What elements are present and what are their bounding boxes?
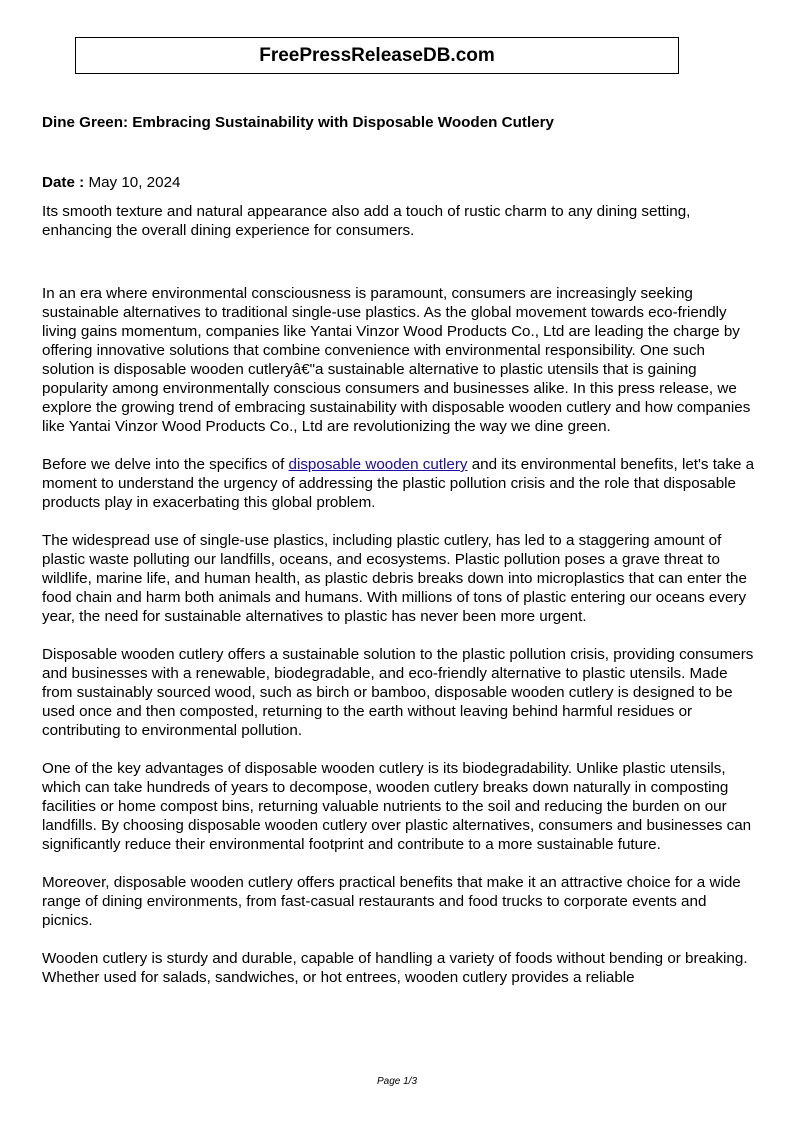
paragraph-2-text-after: and its environmental benefits, let's take a moment to understand the urgency of addressing the plastic pollution crisis and the role that disposable products play in exacerbating this global problem. — [42, 456, 755, 511]
paragraph-5: One of the key advantages of disposable wooden cutlery is its biodegradability. Unlike plastic utensils, which can take hundreds of years to decompose, wooden cutlery breaks down naturally in composting facilities or home compost bins, returning valuable nutrients to the soil and reducing the burden on our landfills. By choosing disposable wooden cutlery over plastic alternatives, consumers and businesses can significantly reduce their environmental footprint and contribute to a more sustainable future. — [42, 760, 752, 853]
date-line — [42, 173, 758, 192]
paragraph-4: Disposable wooden cutlery offers a sustainable solution to the plastic pollution crisis, providing consumers and businesses with a renewable, biodegradable, and eco-friendly alternative to plastic utensils. Made from sustainably sourced wood, such as birch or bamboo, disposable wooden cutlery is designed to be used once and then composted, returning to the earth without leaving behind harmful residues or contributing to environmental pollution. — [42, 646, 754, 739]
article-body — [42, 113, 758, 1006]
paragraph-7: Wooden cutlery is sturdy and durable, capable of handling a variety of foods without bending or breaking. Whether used for salads, sandwiches, or hot entrees, wooden cutlery provides a reliable — [42, 950, 748, 986]
paragraph-3: The widespread use of single-use plastics, including plastic cutlery, has led to a staggering amount of plastic waste polluting our landfills, oceans, and ecosystems. Plastic pollution poses a grave threat to wildlife, marine life, and human health, as plastic debris breaks down into microplastics that can enter the food chain and harm both animals and humans. With millions of tons of plastic entering our oceans every year, the need for sustainable alternatives to plastic has never been more urgent. — [42, 532, 747, 625]
site-header — [75, 37, 679, 74]
paragraph-6: Moreover, disposable wooden cutlery offers practical benefits that make it an attractive choice for a wide range of dining environments, from fast-casual restaurants and food trucks to corporate events and picnics. — [42, 874, 741, 929]
paragraph-2 — [42, 455, 758, 512]
site-name: FreePressReleaseDB.com — [259, 44, 495, 66]
paragraph-2-text-before: Before we delve into the specifics of — [42, 456, 289, 473]
article-summary: Its smooth texture and natural appearance also add a touch of rustic charm to any dining setting, enhancing the overall dining experience for consumers. — [42, 203, 691, 239]
date-value: May 10, 2024 — [88, 174, 181, 191]
date-label: Date : — [42, 174, 85, 191]
disposable-wooden-cutlery-link[interactable]: disposable wooden cutlery — [288, 456, 468, 473]
page-number: Page 1/3 — [376, 1076, 418, 1087]
article-title: Dine Green: Embracing Sustainability with Disposable Wooden Cutlery — [42, 114, 554, 131]
paragraph-1: In an era where environmental consciousness is paramount, consumers are increasingly seeking sustainable alternatives to traditional single-use plastics. As the global movement towards eco-friendly living gains momentum, companies like Yantai Vinzor Wood Products Co., Ltd are leading the charge by offering innovative solutions that combine convenience with environmental responsibility. One such solution is disposable wooden cutleryâ€"a sustainable alternative to plastic utensils that is gaining popularity among environmentally conscious consumers and businesses alike. In this press release, we explore the growing trend of embracing sustainability with disposable wooden cutlery and how companies like Yantai Vinzor Wood Products Co., Ltd are revolutionizing the way we dine green. — [42, 285, 751, 435]
